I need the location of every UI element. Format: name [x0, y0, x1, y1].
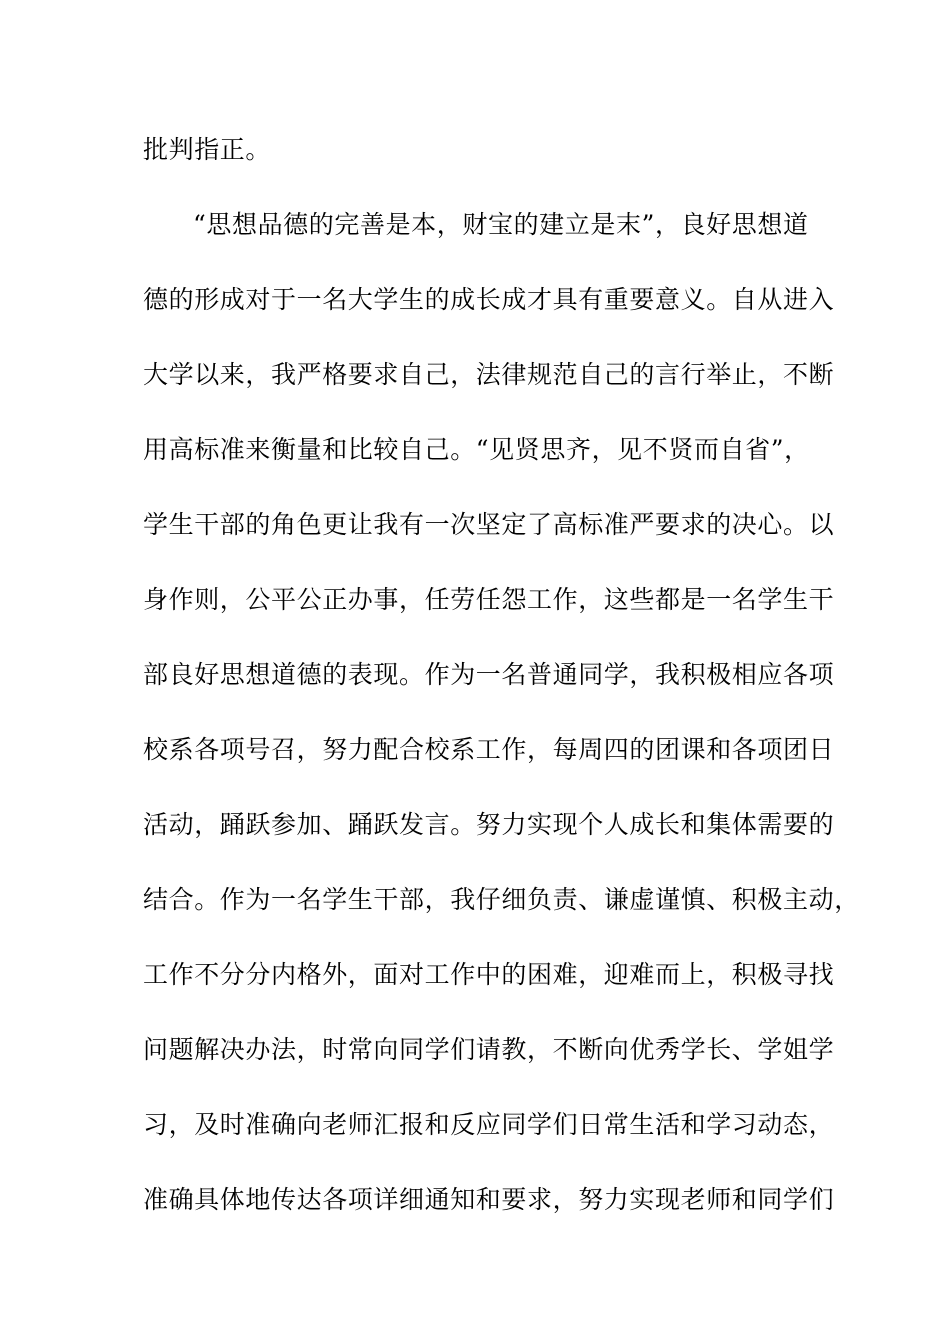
paragraph-first-line: “思想品德的完善是本，财宝的建立是末”，良好思想道: [193, 210, 809, 239]
text-line: 准确具体地传达各项详细通知和要求，努力实现老师和同学们: [143, 1185, 835, 1214]
text-line: 批判指正。: [143, 135, 272, 164]
text-line: 问题解决办法，时常向同学们请教，不断向优秀学长、学姐学: [143, 1035, 835, 1064]
text-line: 学生干部的角色更让我有一次坚定了高标准严要求的决心。以: [143, 510, 835, 539]
text-line: 习，及时准确向老师汇报和反应同学们日常生活和学习动态，: [143, 1110, 835, 1139]
text-line: 校系各项号召，努力配合校系工作，每周四的团课和各项团日: [143, 735, 835, 764]
text-line: 德的形成对于一名大学生的成长成才具有重要意义。自从进入: [143, 285, 835, 314]
text-line: 身作则，公平公正办事，任劳任怨工作，这些都是一名学生干: [143, 585, 835, 614]
text-line: 部良好思想道德的表现。作为一名普通同学，我积极相应各项: [143, 660, 835, 689]
text-line: 活动，踊跃参加、踊跃发言。努力实现个人成长和集体需要的: [143, 810, 835, 839]
text-line: 工作不分分内格外，面对工作中的困难，迎难而上，积极寻找: [143, 960, 835, 989]
text-line: 用高标准来衡量和比较自己。“见贤思齐，见不贤而自省”，: [143, 435, 810, 464]
text-line: 结合。作为一名学生干部，我仔细负责、谦虚谨慎、积极主动，: [143, 885, 860, 914]
text-line: 大学以来，我严格要求自己，法律规范自己的言行举止，不断: [143, 360, 835, 389]
